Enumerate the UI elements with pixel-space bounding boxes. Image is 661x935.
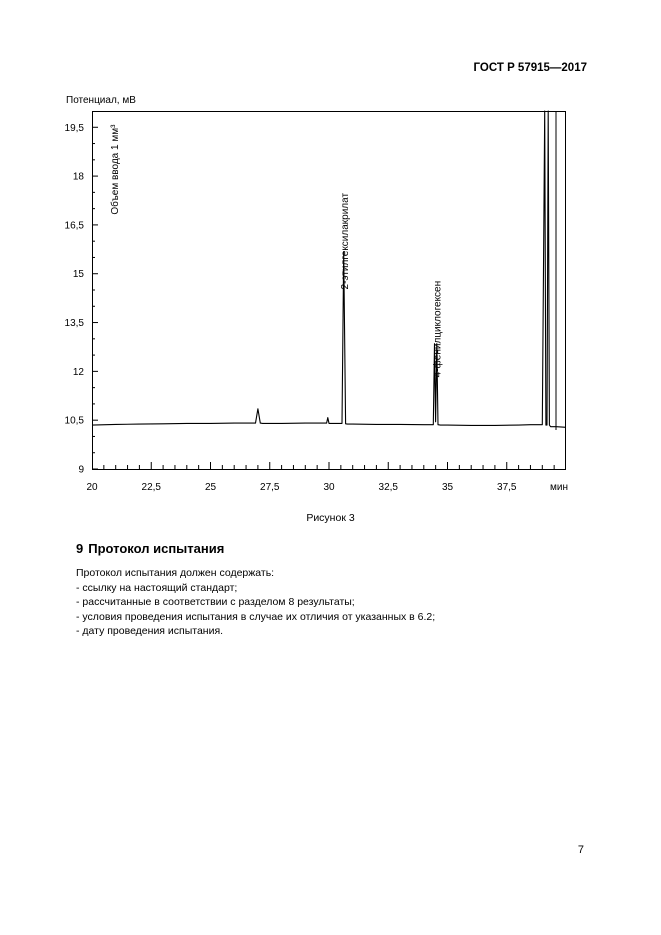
document-header: ГОСТ Р 57915—2017: [473, 62, 587, 74]
section-heading: [76, 541, 224, 556]
x-tick-label: 37,5: [497, 482, 517, 493]
x-tick-label: 30: [323, 482, 335, 493]
x-tick-label: 35: [441, 482, 454, 493]
page-number: 7: [577, 844, 584, 856]
list-item: - рассчитанные в соответствии с разделом 8 результаты;: [76, 596, 355, 608]
y-tick-label: 16,5: [64, 220, 84, 232]
y-axis-label: Потенциал, мВ: [66, 95, 136, 106]
plot-frame: [93, 112, 566, 470]
list-item: - дату проведения испытания.: [76, 625, 224, 637]
x-tick-label: 27,5: [260, 482, 280, 493]
section-title-text: Протокол испытания: [88, 541, 225, 556]
y-tick-label: 18: [72, 171, 84, 183]
section-number: 9: [76, 541, 84, 556]
peak-label: 2-этилгексилакрилат: [340, 192, 351, 290]
x-tick-label: 25: [204, 482, 217, 493]
peak-label: Объем ввода 1 мм³: [110, 124, 122, 215]
chromatogram-trace: [92, 111, 566, 427]
section-body: [76, 566, 596, 639]
x-tick-label: 22,5: [141, 482, 161, 493]
figure-caption: Рисунок 3: [306, 512, 355, 524]
y-tick-label: 9: [78, 464, 84, 476]
peak-label: 4-фенилциклогексен: [432, 280, 444, 378]
x-tick-label: 20: [86, 482, 98, 493]
x-tick-label: 32,5: [378, 482, 398, 493]
peak-annotations: [109, 124, 443, 377]
y-tick-label: 10,5: [64, 415, 84, 427]
y-tick-label: 12: [72, 366, 84, 378]
list-item: - условия проведения испытания в случае их отличия от указанных в 6.2;: [76, 610, 436, 623]
y-tick-label: 19,5: [64, 122, 84, 134]
x-axis-ticks: [86, 462, 554, 493]
x-axis-unit: мин: [550, 482, 568, 493]
y-tick-label: 13,5: [64, 318, 84, 330]
list-item: - ссылку на настоящий стандарт;: [76, 581, 238, 594]
section-intro: Протокол испытания должен содержать:: [76, 567, 275, 579]
y-tick-label: 15: [72, 269, 84, 281]
